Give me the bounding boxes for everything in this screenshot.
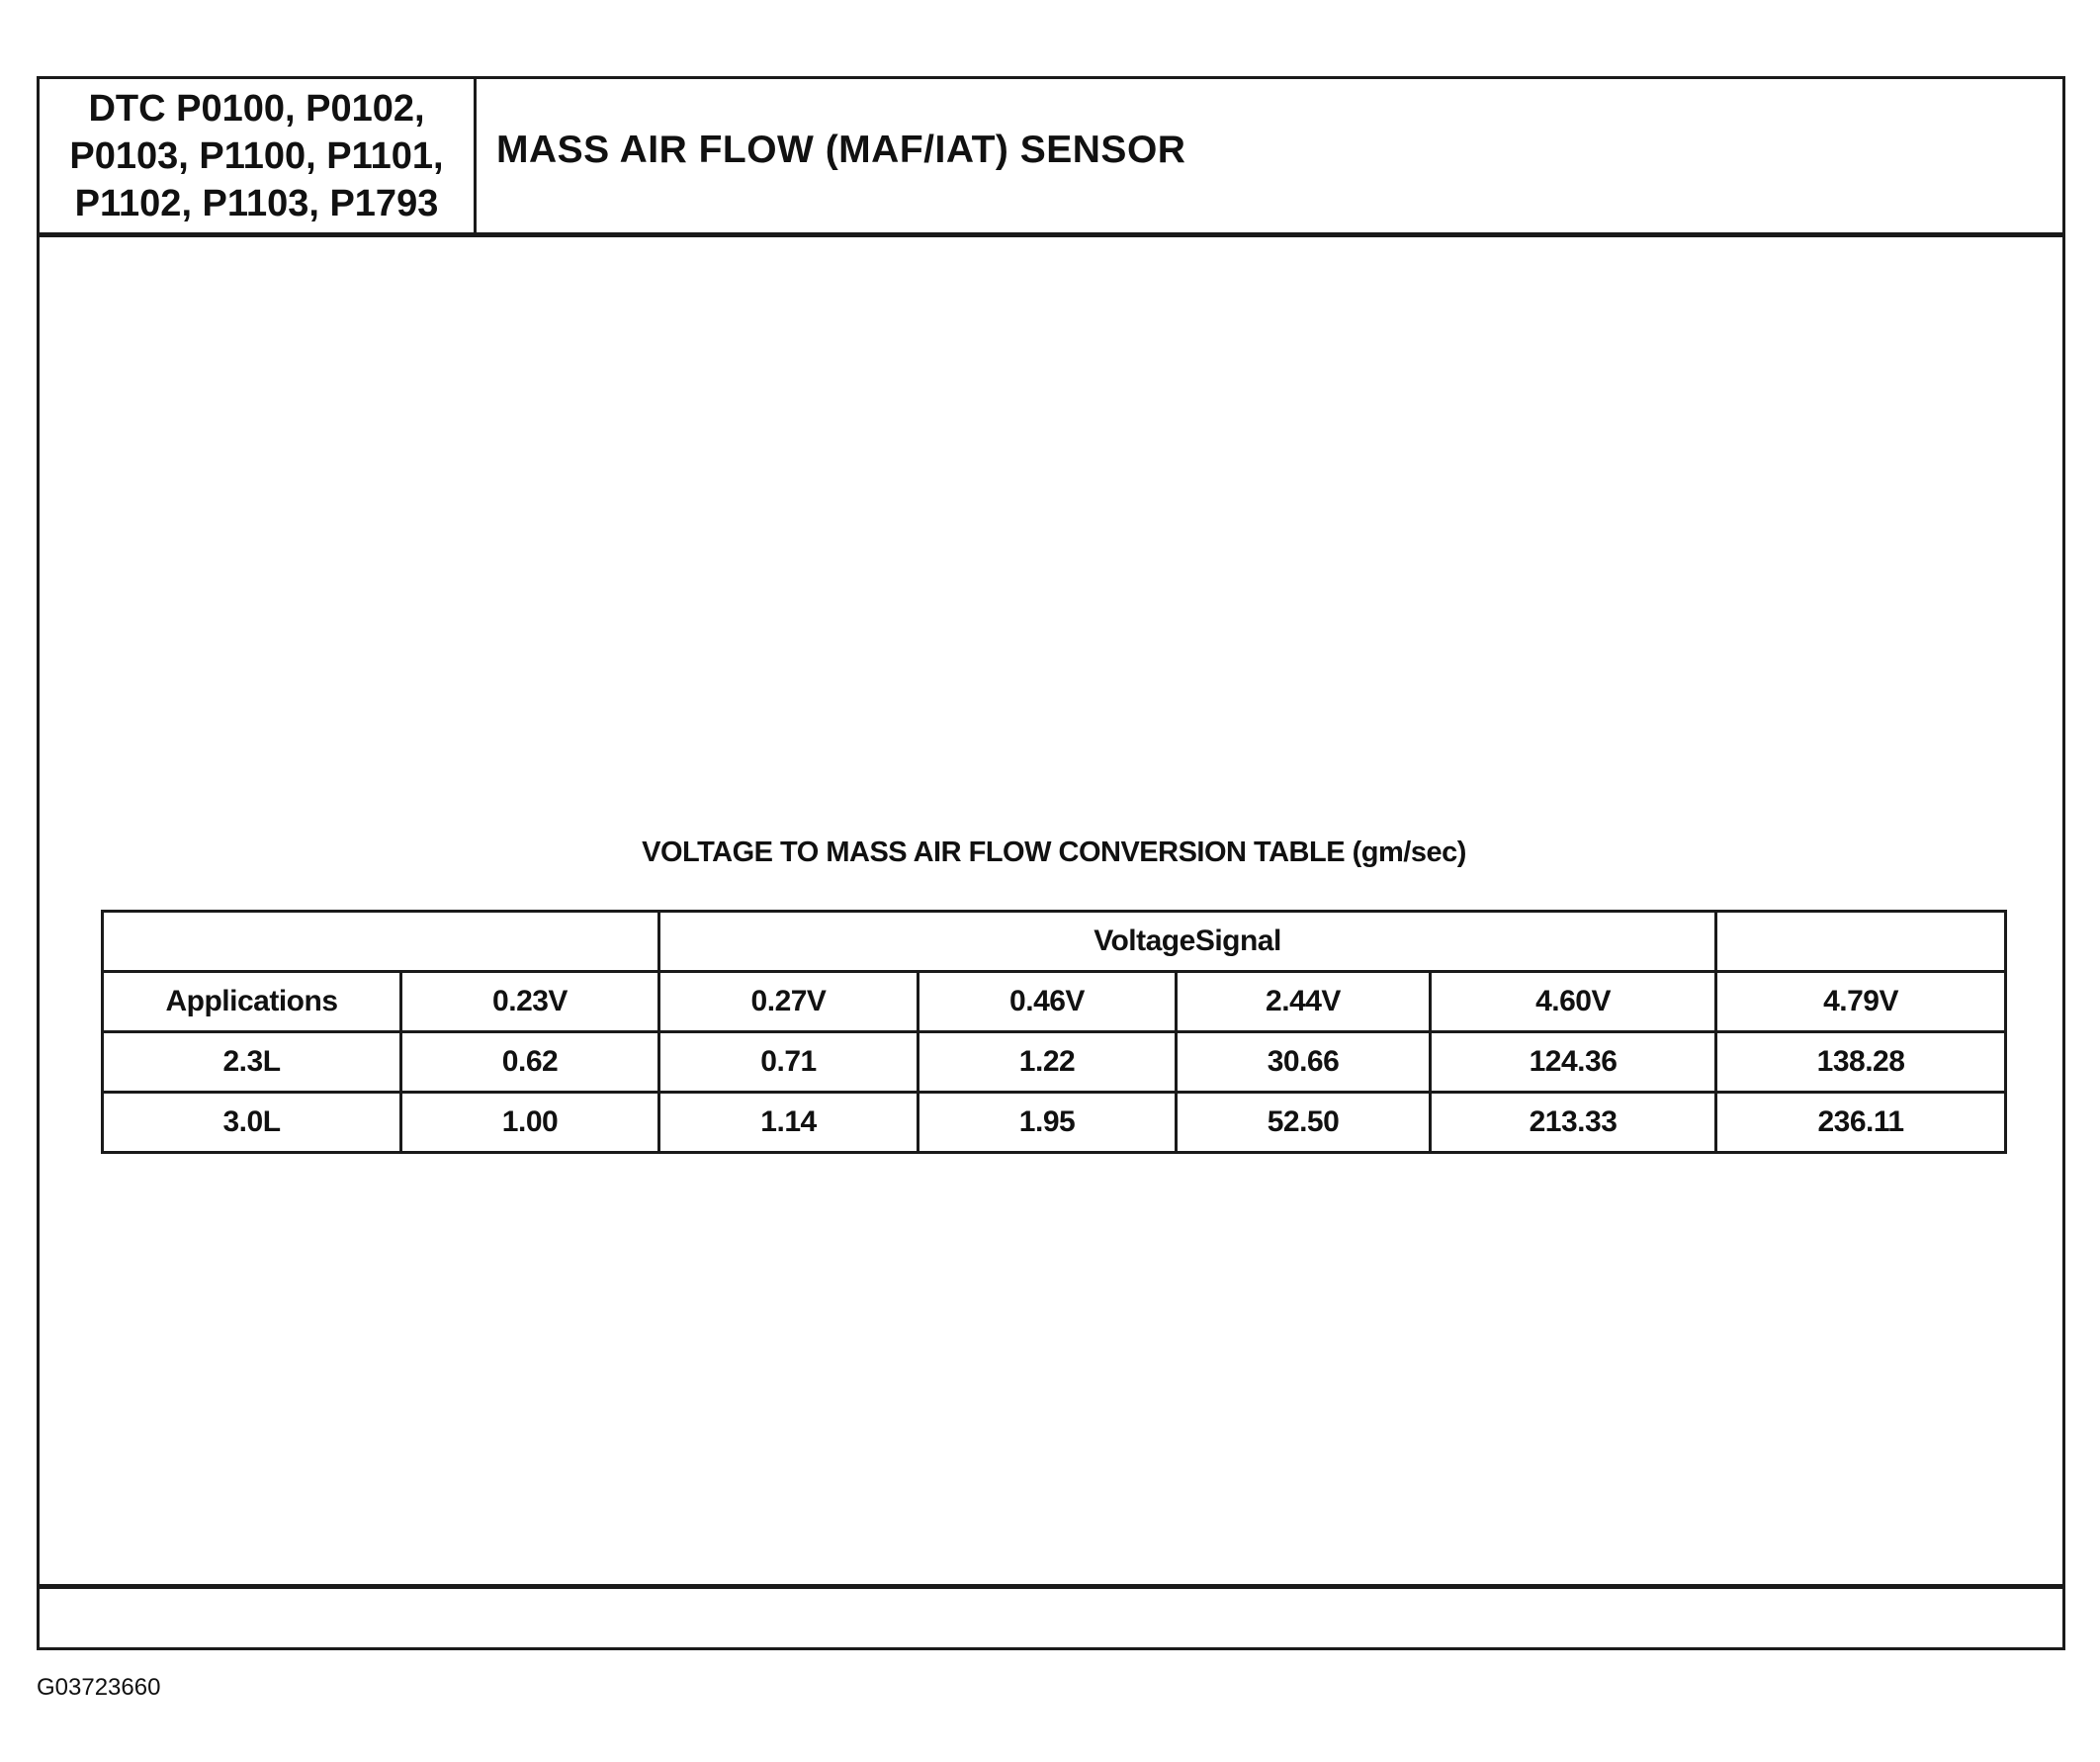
table-cell: 1.22 [919,1032,1177,1093]
table-cell: 213.33 [1431,1093,1716,1153]
column-header: 4.60V [1431,972,1716,1032]
table-cell: 3.0L [103,1093,401,1153]
table-cell: 124.36 [1431,1032,1716,1093]
dtc-line-3: P1102, P1103, P1793 [74,182,439,224]
table-header-blank-cell [103,912,659,972]
dtc-line-2: P0103, P1100, P1101, [69,134,444,177]
table-row [103,1093,2006,1153]
document-content [40,237,2062,1661]
table-cell: 138.28 [1716,1032,2006,1093]
document-header [40,79,2062,237]
conversion-table [101,910,2007,1154]
column-header: 0.23V [401,972,659,1032]
table-cell: 1.95 [919,1093,1177,1153]
table-caption: VOLTAGE TO MASS AIR FLOW CONVERSION TABLE (gm/sec) [642,837,1466,868]
table-cell: 30.66 [1177,1032,1431,1093]
table-cell: 0.71 [659,1032,919,1093]
table-cell: 0.62 [401,1032,659,1093]
figure-id: G03723660 [37,1674,161,1701]
dtc-code-box [40,79,477,232]
column-header: Applications [103,972,401,1032]
voltage-signal-header: VoltageSignal [659,912,1716,972]
table-header-blank-cell [1716,912,2006,972]
dtc-line-1: DTC P0100, P0102, [88,87,425,130]
column-header: 0.46V [919,972,1177,1032]
table-row [103,1032,2006,1093]
table-cell: 52.50 [1177,1093,1431,1153]
column-header: 4.79V [1716,972,2006,1032]
table-group-header-row [103,912,2006,972]
table-cell: 236.11 [1716,1093,2006,1153]
table-cell: 1.00 [401,1093,659,1153]
column-header: 0.27V [659,972,919,1032]
table-cell: 2.3L [103,1032,401,1093]
table-cell: 1.14 [659,1093,919,1153]
document-sheet [37,76,2065,1650]
table-column-header-row [103,972,2006,1032]
page-title: MASS AIR FLOW (MAF/IAT) SENSOR [496,129,1186,171]
column-header: 2.44V [1177,972,1431,1032]
footer-divider [40,1584,2062,1589]
